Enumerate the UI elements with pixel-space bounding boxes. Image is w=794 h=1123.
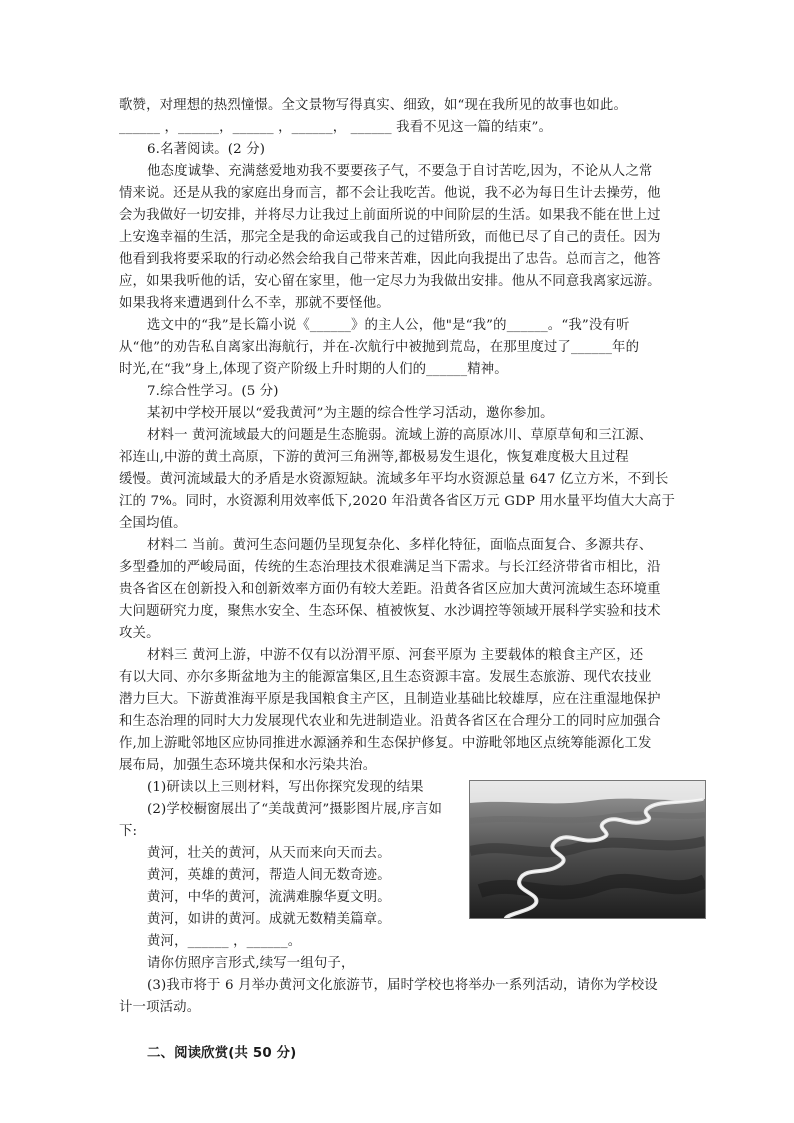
text-line: 有以大同、亦尔多斯盆地为主的能源富集区,且生态资源丰富。发展生态旅游、现代农技业	[119, 670, 652, 685]
text-line: 某初中学校开展以“爱我黄河”为主题的综合性学习活动，邀你参加。	[147, 406, 554, 421]
question-heading: 7.综合性学习。(5 分)	[147, 384, 279, 399]
text-line: 他看到我将要采取的行动必然会给我自己带来苦难，因此向我提出了忠告。总而言之，他答	[119, 252, 661, 267]
text-line: 计一项活动。	[119, 1000, 201, 1015]
text-line: 多型叠加的严峻局面，传统的生态治理技术很难满足当下需求。与长江经济带省市相比，沿	[119, 560, 661, 575]
preface-blank-line: 黄河，______ ，______。	[147, 934, 302, 949]
text-line: 展布局，加强生态环境共保和水污染共治。	[119, 758, 377, 773]
yellow-river-photo	[469, 780, 706, 919]
material-three: 材料三 黄河上游，中游不仅有以汾渭平原、河套平原为 主要载体的粮食主产区，还	[147, 648, 644, 663]
text-line: 缓慢。黄河流域最大的矛盾是水资源短缺。流域多年平均水资源总量 647 亿立方米，不到长	[119, 472, 669, 487]
text-line: 江的 7%。同时，水资源利用效率低下,2020 年沿黄各省区万元 GDP 用水量平均值大大高于	[119, 494, 675, 509]
preface-line: 黄河，英雄的黄河，帮造人间无数奇迹。	[147, 868, 391, 883]
preface-line: 黄河，壮关的黄河，从天而来向天而去。	[147, 846, 391, 861]
text-line: 应，如果我听他的话，安心留在家里，他一定尽力为我做出安排。他从不同意我离家远游。	[119, 274, 661, 289]
preface-line: 黄河，中华的黄河，流满难腺华夏文明。	[147, 890, 391, 905]
text-line: 上安逸幸福的生活，那完全是我的命运或我自己的过错所致，而他已尽了自己的责任。因为	[119, 230, 661, 245]
text-line: 大问题研究力度，聚焦水安全、生态环保、植被恢复、水沙调控等领域开展科学实验和技术	[119, 604, 661, 619]
material-two: 材料二 当前。黄河生态问题仍呈现复杂化、多样化特征，面临点面复合、多源共存、	[147, 538, 653, 553]
sub-question-2: (2)学校橱窗展出了“美哉黄河”摄影图片展,序言如	[147, 802, 443, 817]
text-line: 攻关。	[119, 626, 160, 641]
sub-question-3: (3)我市将于 6 月举办黄河文化旅游节，届时学校也将举办一系列活动，请你为学校设	[147, 978, 658, 993]
text-line: 会为我做好一切安排，并将尽力让我过上前面所说的中间阶层的生活。如果我不能在世上过	[119, 208, 661, 223]
text-line: 贵各省区在创新投入和创新效率方面仍有较大差距。沿黄各省区应加大黄河流域生态环境重	[119, 582, 661, 597]
text-line: 潜力巨大。下游黄淮海平原是我国粮食主产区，且制造业基础比较雄厚，应在注重湿地保护	[119, 692, 661, 707]
text-line: 请你仿照序言形式,续写一组句子，	[147, 956, 355, 971]
text-line: 如果我将来遭遇到什么不幸，那就不要怪他。	[119, 296, 390, 311]
text-line: 歌赞，对理想的热烈憧憬。全文景物写得真实、细致，如“现在我所见的故事也如此。	[119, 98, 627, 113]
text-line: 和生态治理的同时大力发展现代农业和先进制造业。沿黄各省区在合理分工的同时应加强合	[119, 714, 661, 729]
text-line: 全国均值。	[119, 516, 187, 531]
question-heading: 6.名著阅读。(2 分)	[147, 142, 266, 157]
text-line: 从“他”的劝告私自离家出海航行，并在-次航行中被抛到荒岛，在那里度过了______年的	[119, 340, 640, 355]
preface-line: 黄河，如讲的黄河。成就无数精美篇章。	[147, 912, 391, 927]
text-line: 他态度诚挚、充满慈爱地劝我不要要孩子气，不要急于自讨苦吃,因为，不论从人之常	[147, 164, 653, 179]
sub-question-1: (1)研读以上三则材料，写出你探究发现的结果	[147, 780, 424, 795]
text-line: 选文中的“我”是长篇小说《______》的主人公，他"是“我”的______。“我”没有听	[147, 318, 630, 333]
yellow-river-aerial-photo-icon	[470, 781, 705, 918]
section-heading: 二、阅读欣赏(共 50 分)	[147, 1046, 297, 1061]
text-line: 祁连山,中游的黄土高原，下游的黄河三角洲等,都极易发生退化，恢复难度极大且过程	[119, 450, 629, 465]
material-one: 材料一 黄河流域最大的问题是生态脆弱。流域上游的高原冰川、草原草甸和三江源、	[147, 428, 653, 443]
text-line: 作,加上游毗邻地区应协同推进水源涵养和生态保护修复。中游毗邻地区点统筹能源化工发	[119, 736, 652, 751]
text-line: ______ ，______，______ ，______， ______ 我看不见这一篇的结束”。	[119, 120, 553, 135]
text-line: 时光,在“我”身上,体现了资产阶级上升时期的人们的______精神。	[119, 362, 508, 377]
text-line: 情来说。还是从我的家庭出身而言，都不会让我吃苦。他说，我不必为每日生计去操劳，他	[119, 186, 661, 201]
text-line: 下:	[119, 824, 138, 839]
